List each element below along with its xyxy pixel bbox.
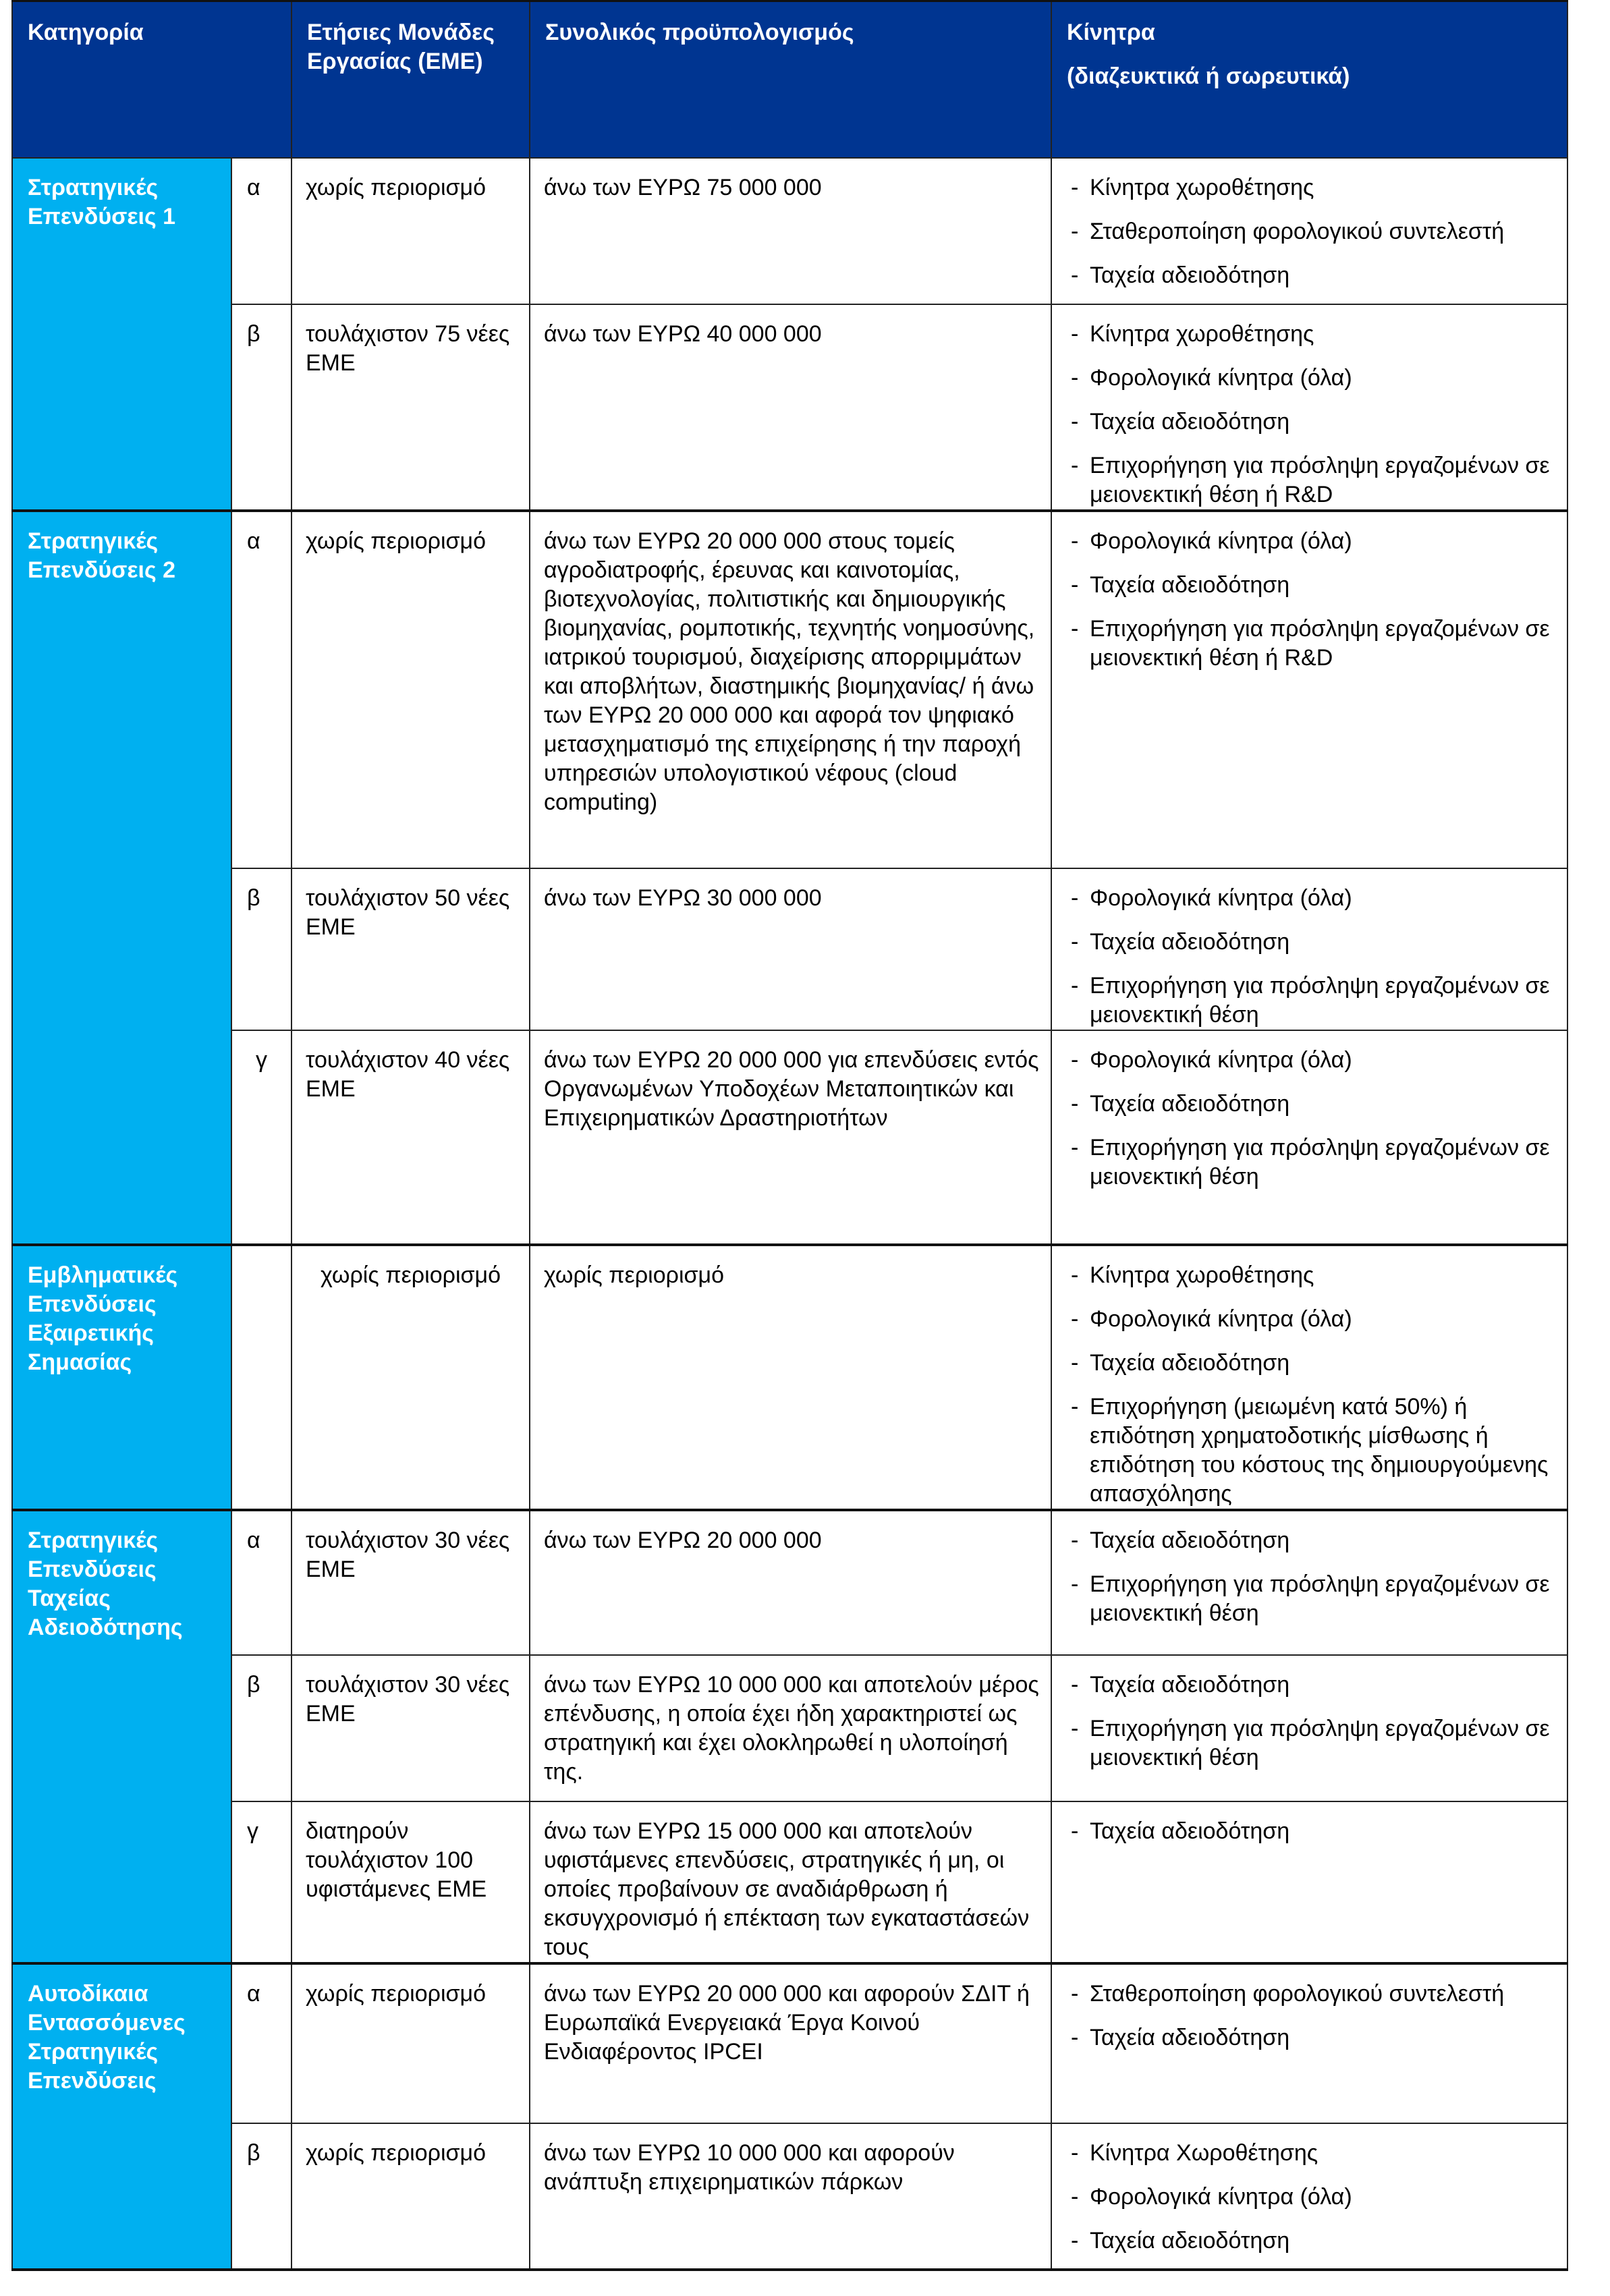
dash-bullet-icon: - [1071,219,1079,244]
incentives-list [1071,1261,1567,1509]
dash-bullet-icon: - [1071,1672,1079,1698]
sub-label: α [231,511,292,868]
incentive-text: Κίνητρα χωροθέτησης [1090,1262,1314,1288]
eme-cell: χωρίς περιορισμό [292,158,530,304]
incentives-cell [1051,1030,1567,1245]
dash-bullet-icon: - [1071,1047,1079,1073]
incentive-item [1071,2227,1567,2256]
category-cell: Στρατηγικές Επενδύσεις Ταχείας Αδειοδότησης [12,1510,231,1963]
incentives-list [1071,1980,1567,2052]
incentives-cell [1051,511,1567,868]
incentive-text: Επιχορήγηση για πρόσληψη εργαζομένων σε μειονεκτική θέση [1090,1716,1550,1770]
incentive-item [1071,451,1567,509]
incentive-text: Επιχορήγηση (μειωμένη κατά 50%) ή επιδότηση χρηματοδοτικής μίσθωσης ή επιδότηση του κόστους της δημιουργούμενης απασχόλησης [1090,1394,1549,1507]
incentives-cell [1051,1655,1567,1801]
dash-bullet-icon: - [1071,321,1079,347]
header-budget: Συνολικός προϋπολογισμός [530,1,1051,159]
incentives-list [1071,1046,1567,1192]
sub-label: β [231,1655,292,1801]
budget-cell: άνω των ΕΥΡΩ 20 000 000 και αφορούν ΣΔΙΤ ή Ευρωπαϊκά Ενεργειακά Έργα Κοινού Ενδιαφέροντος IPCEI [530,1963,1051,2123]
header-eme: Ετήσιες Μονάδες Εργασίας (ΕΜΕ) [292,1,530,159]
sub-label: γ [231,1030,292,1245]
sub-label: β [231,2123,292,2270]
sub-label: α [231,1963,292,2123]
budget-cell: άνω των ΕΥΡΩ 10 000 000 και αφορούν ανάπτυξη επιχειρηματικών πάρκων [530,2123,1051,2270]
dash-bullet-icon: - [1071,1306,1079,1332]
incentives-list [1071,1817,1567,1846]
incentives-cell [1051,868,1567,1030]
incentive-text: Κίνητρα Χωροθέτησης [1090,2140,1318,2166]
incentive-text: Σταθεροποίηση φορολογικού συντελεστή [1090,219,1505,244]
dash-bullet-icon: - [1071,1528,1079,1553]
incentive-text: Ταχεία αδειοδότηση [1090,262,1290,288]
budget-cell: άνω των ΕΥΡΩ 15 000 000 και αποτελούν υφιστάμενες επενδύσεις, στρατηγικές ή μη, οι οποίες προβαίνουν σε αναδιάρθρωση ή εκσυγχρονισμό ή επέκταση των εγκαταστάσεών τους [530,1801,1051,1963]
sub-label: γ [231,1801,292,1963]
sub-label: α [231,1510,292,1655]
sub-label [231,1245,292,1510]
table-row [12,1245,1567,1510]
incentives-list [1071,884,1567,1030]
budget-cell: άνω των ΕΥΡΩ 20 000 000 στους τομείς αγροδιατροφής, έρευνας και καινοτομίας, βιοτεχνολογίας, πολιτιστικής και δημιουργικής βιομηχανίας, ρομποτικής, τεχνητής νοημοσύνης, ιατρικού τουρισμού, διαχείρισης απορριμμάτων και αποβλήτων, διαστημικής βιομηχανίας/ ή άνω των ΕΥΡΩ 20 000 000 και αφορά τον ψηφιακό μετασχηματισμό της επιχείρησης ή την παροχή υπηρεσιών υπολογιστικού νέφους (cloud computing) [530,511,1051,868]
dash-bullet-icon: - [1071,1262,1079,1288]
dash-bullet-icon: - [1071,1091,1079,1117]
incentives-list [1071,173,1567,290]
incentive-item [1071,1090,1567,1119]
incentive-text: Ταχεία αδειοδότηση [1090,1818,1290,1844]
incentive-item [1071,2023,1567,2052]
incentive-item [1071,1570,1567,1628]
category-cell: Εμβληματικές Επενδύσεις Εξαιρετικής Σημασίας [12,1245,231,1510]
incentives-cell [1051,2123,1567,2270]
incentives-cell [1051,1510,1567,1655]
investment-categories-table [11,0,1568,2271]
dash-bullet-icon: - [1071,2140,1079,2166]
incentive-text: Φορολογικά κίνητρα (όλα) [1090,885,1352,911]
header-incentives-title: Κίνητρα [1067,20,1155,45]
dash-bullet-icon: - [1071,1350,1079,1376]
incentive-item [1071,1714,1567,1772]
budget-cell: άνω των ΕΥΡΩ 75 000 000 [530,158,1051,304]
incentive-text: Ταχεία αδειοδότηση [1090,409,1290,435]
incentive-item [1071,1261,1567,1290]
category-cell: Στρατηγικές Επενδύσεις 2 [12,511,231,1245]
category-cell: Αυτοδίκαια Εντασσόμενες Στρατηγικές Επενδύσεις [12,1963,231,2270]
incentive-text: Επιχορήγηση για πρόσληψη εργαζομένων σε μειονεκτική θέση [1090,1571,1550,1626]
incentive-item [1071,615,1567,673]
table-row [12,868,1567,1030]
incentive-text: Φορολογικά κίνητρα (όλα) [1090,2184,1352,2210]
incentive-text: Ταχεία αδειοδότηση [1090,572,1290,598]
header-incentives-subtitle: (διαζευκτικά ή σωρευτικά) [1067,63,1350,89]
header-row [12,1,1567,159]
incentives-list [1071,2139,1567,2256]
dash-bullet-icon: - [1071,262,1079,288]
dash-bullet-icon: - [1071,973,1079,999]
eme-cell: τουλάχιστον 30 νέες ΕΜΕ [292,1510,530,1655]
incentive-text: Ταχεία αδειοδότηση [1090,2025,1290,2050]
incentives-cell [1051,1801,1567,1963]
incentives-cell [1051,1245,1567,1510]
dash-bullet-icon: - [1071,528,1079,554]
incentive-item [1071,1349,1567,1378]
incentive-item [1071,320,1567,349]
eme-cell: τουλάχιστον 75 νέες ΕΜΕ [292,304,530,511]
dash-bullet-icon: - [1071,1716,1079,1741]
incentive-item [1071,217,1567,246]
eme-cell: τουλάχιστον 40 νέες ΕΜΕ [292,1030,530,1245]
table-row [12,1801,1567,1963]
dash-bullet-icon: - [1071,1818,1079,1844]
eme-cell: χωρίς περιορισμό [292,1963,530,2123]
table-row [12,158,1567,304]
dash-bullet-icon: - [1071,2184,1079,2210]
budget-cell: άνω των ΕΥΡΩ 10 000 000 και αποτελούν μέρος επένδυσης, η οποία έχει ήδη χαρακτηριστεί ως στρατηγική και έχει ολοκληρωθεί η υλοποίησή της. [530,1655,1051,1801]
incentive-item [1071,884,1567,913]
incentives-list [1071,527,1567,673]
table-row [12,2123,1567,2270]
dash-bullet-icon: - [1071,175,1079,200]
incentive-text: Επιχορήγηση για πρόσληψη εργαζομένων σε μειονεκτική θέση ή R&D [1090,616,1550,671]
table-row [12,304,1567,511]
incentive-text: Επιχορήγηση για πρόσληψη εργαζομένων σε μειονεκτική θέση [1090,973,1550,1028]
incentive-item [1071,972,1567,1030]
sub-label: β [231,304,292,511]
dash-bullet-icon: - [1071,2025,1079,2050]
incentive-item [1071,173,1567,202]
table-row [12,1963,1567,2123]
incentives-cell [1051,1963,1567,2123]
dash-bullet-icon: - [1071,1394,1079,1420]
incentive-item [1071,1305,1567,1334]
budget-cell: χωρίς περιορισμό [530,1245,1051,1510]
eme-cell: διατηρούν τουλάχιστον 100 υφιστάμενες ΕΜΕ [292,1801,530,1963]
incentive-item [1071,571,1567,600]
eme-cell: τουλάχιστον 30 νέες ΕΜΕ [292,1655,530,1801]
sub-label: α [231,158,292,304]
dash-bullet-icon: - [1071,1135,1079,1160]
incentive-item [1071,527,1567,556]
incentive-item [1071,1526,1567,1555]
dash-bullet-icon: - [1071,616,1079,642]
incentive-item [1071,928,1567,957]
dash-bullet-icon: - [1071,1571,1079,1597]
incentive-item [1071,1393,1567,1509]
eme-cell: χωρίς περιορισμό [292,511,530,868]
incentive-item [1071,1133,1567,1192]
incentive-text: Φορολογικά κίνητρα (όλα) [1090,1306,1352,1332]
budget-cell: άνω των ΕΥΡΩ 20 000 000 [530,1510,1051,1655]
budget-cell: άνω των ΕΥΡΩ 40 000 000 [530,304,1051,511]
dash-bullet-icon: - [1071,453,1079,478]
dash-bullet-icon: - [1071,885,1079,911]
eme-cell: τουλάχιστον 50 νέες ΕΜΕ [292,868,530,1030]
incentives-list [1071,320,1567,509]
eme-cell: χωρίς περιορισμό [292,2123,530,2270]
incentive-item [1071,1046,1567,1075]
dash-bullet-icon: - [1071,365,1079,391]
incentive-item [1071,2183,1567,2212]
incentives-list [1071,1526,1567,1628]
table-row [12,1510,1567,1655]
incentive-text: Κίνητρα χωροθέτησης [1090,175,1314,200]
incentive-item [1071,1671,1567,1700]
incentive-text: Ταχεία αδειοδότηση [1090,2228,1290,2253]
header-incentives [1051,1,1567,159]
category-cell: Στρατηγικές Επενδύσεις 1 [12,158,231,511]
table-row [12,1655,1567,1801]
incentive-item [1071,2139,1567,2168]
incentives-list [1071,1671,1567,1772]
incentive-item [1071,1980,1567,2009]
sub-label: β [231,868,292,1030]
incentive-item [1071,364,1567,393]
budget-cell: άνω των ΕΥΡΩ 20 000 000 για επενδύσεις εντός Οργανωμένων Υποδοχέων Μεταποιητικών και Επιχειρηματικών Δραστηριοτήτων [530,1030,1051,1245]
incentive-text: Επιχορήγηση για πρόσληψη εργαζομένων σε μειονεκτική θέση ή R&D [1090,453,1550,507]
incentive-text: Ταχεία αδειοδότηση [1090,1528,1290,1553]
header-category: Κατηγορία [12,1,292,159]
incentive-text: Φορολογικά κίνητρα (όλα) [1090,528,1352,554]
dash-bullet-icon: - [1071,1981,1079,2007]
incentives-cell [1051,304,1567,511]
dash-bullet-icon: - [1071,572,1079,598]
incentives-cell [1051,158,1567,304]
eme-cell: χωρίς περιορισμό [292,1245,530,1510]
dash-bullet-icon: - [1071,929,1079,955]
incentive-item [1071,1817,1567,1846]
dash-bullet-icon: - [1071,2228,1079,2253]
incentive-text: Ταχεία αδειοδότηση [1090,929,1290,955]
incentive-text: Φορολογικά κίνητρα (όλα) [1090,1047,1352,1073]
incentive-text: Σταθεροποίηση φορολογικού συντελεστή [1090,1981,1505,2007]
incentive-text: Φορολογικά κίνητρα (όλα) [1090,365,1352,391]
incentive-item [1071,408,1567,437]
incentive-item [1071,261,1567,290]
table-row [12,511,1567,868]
incentive-text: Ταχεία αδειοδότηση [1090,1091,1290,1117]
incentive-text: Κίνητρα χωροθέτησης [1090,321,1314,347]
incentive-text: Ταχεία αδειοδότηση [1090,1350,1290,1376]
incentive-text: Ταχεία αδειοδότηση [1090,1672,1290,1698]
table-row [12,1030,1567,1245]
incentive-text: Επιχορήγηση για πρόσληψη εργαζομένων σε μειονεκτική θέση [1090,1135,1550,1189]
dash-bullet-icon: - [1071,409,1079,435]
budget-cell: άνω των ΕΥΡΩ 30 000 000 [530,868,1051,1030]
